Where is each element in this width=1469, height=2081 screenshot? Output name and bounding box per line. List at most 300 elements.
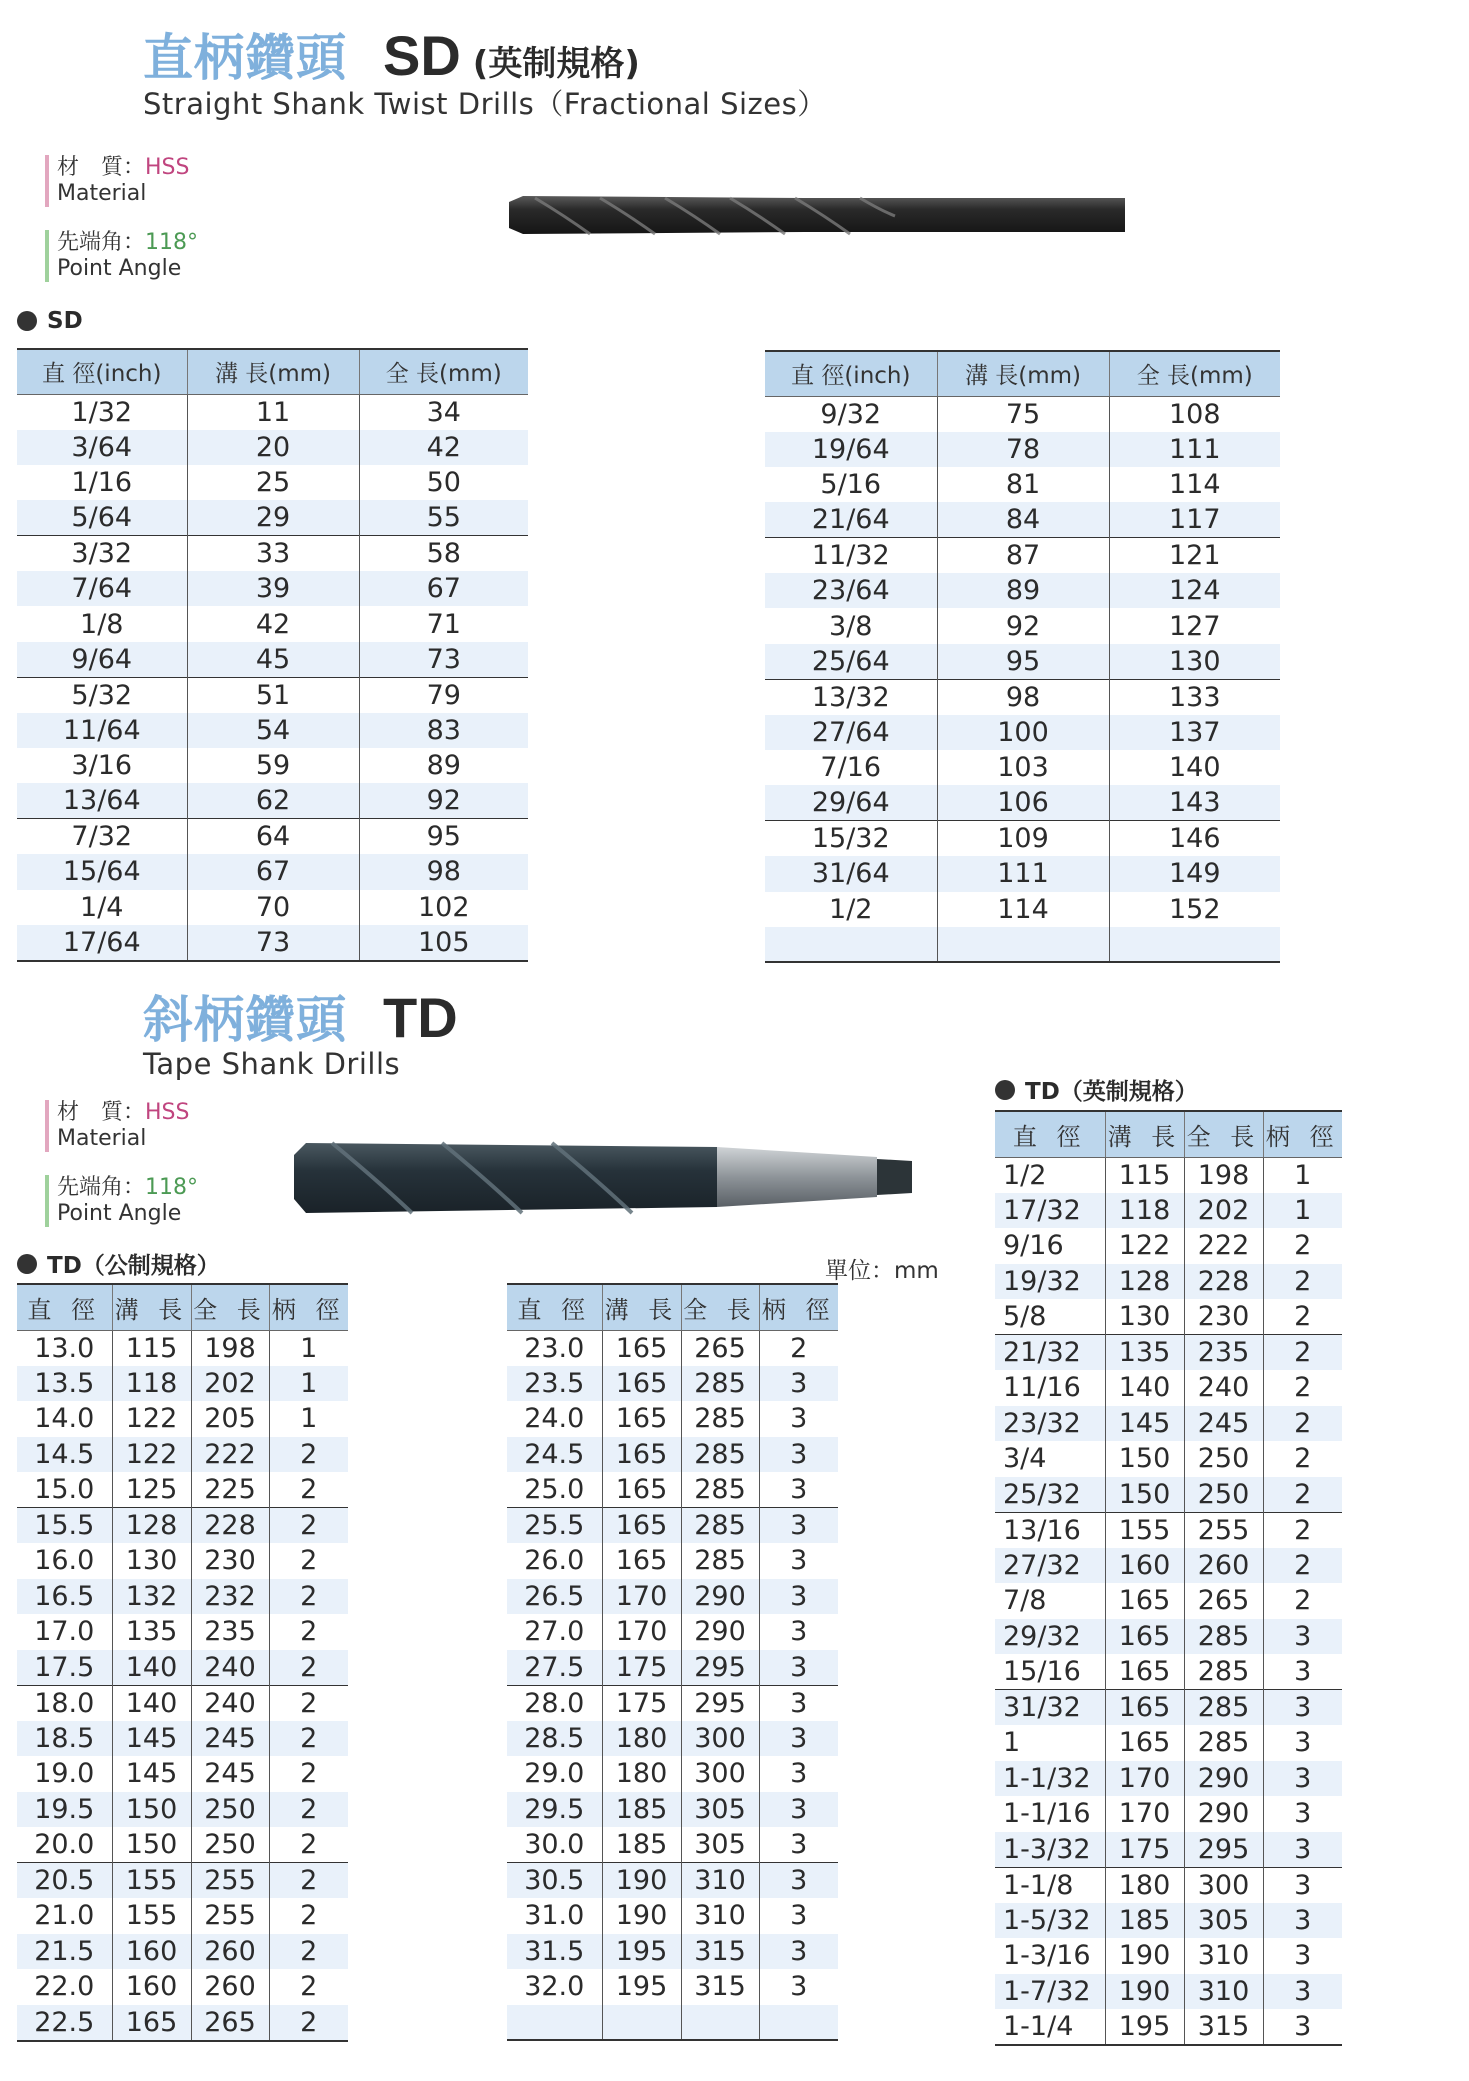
cell-diameter: 1-3/32 (995, 1832, 1105, 1868)
table-row (765, 573, 1280, 608)
table-row (17, 1650, 348, 1686)
cell-overall-length: 34 (426, 396, 461, 428)
cell-flute-length: 135 (1105, 1335, 1184, 1371)
cell-diameter: 1/16 (17, 465, 187, 500)
table-row (17, 925, 528, 961)
cell-flute-length: 165 (1105, 1654, 1184, 1690)
cell-flute-length: 100 (937, 715, 1109, 750)
cell-overall-length (1109, 927, 1280, 962)
table-row (17, 1898, 348, 1934)
cell-flute-length: 175 (602, 1650, 681, 1686)
cell-shank-size: 3 (1263, 1867, 1342, 1903)
cell-diameter: 29/32 (995, 1619, 1105, 1655)
cell-diameter: 16.0 (17, 1543, 112, 1579)
cell-shank-size: 2 (269, 1792, 348, 1828)
cell-flute-length: 160 (112, 1934, 191, 1970)
td-inch-table (995, 1110, 1342, 2046)
cell-flute-length: 128 (1105, 1264, 1184, 1300)
cell-diameter: 9/16 (995, 1228, 1105, 1264)
cell-flute-length: 165 (1105, 1583, 1184, 1619)
cell-diameter: 1-1/4 (995, 2009, 1105, 2045)
cell-diameter: 7/16 (765, 750, 937, 785)
cell-flute-length: 150 (1105, 1477, 1184, 1513)
cell-overall-length: 305 (1184, 1903, 1263, 1939)
table-row (995, 1796, 1342, 1832)
cell-diameter: 25/64 (765, 644, 937, 680)
angle-label-en: Point Angle (57, 256, 182, 281)
cell-shank-size: 2 (300, 1971, 318, 2003)
table-row (17, 713, 528, 748)
col-flute-length: 溝 長 (602, 1284, 681, 1330)
angle-label-cn: 先端角： (57, 1175, 146, 1200)
cell-flute-length: 140 (112, 1650, 191, 1686)
table-row (17, 1614, 348, 1650)
table-row (995, 1903, 1342, 1939)
cell-flute-length: 64 (187, 819, 359, 855)
sd-table-right (765, 350, 1280, 963)
cell-shank-size: 3 (1263, 1761, 1342, 1797)
cell-diameter: 27/64 (765, 715, 937, 750)
cell-flute-length: 95 (937, 644, 1109, 680)
cell-flute-length: 165 (602, 1366, 681, 1402)
table-row (17, 1366, 348, 1402)
cell-overall-length: 198 (191, 1330, 269, 1366)
cell-flute-length (602, 2005, 681, 2041)
table-row (995, 2009, 1342, 2045)
cell-shank-size: 2 (269, 1721, 348, 1757)
cell-flute-length: 115 (1105, 1157, 1184, 1193)
cell-flute-length: 145 (112, 1756, 191, 1792)
cell-overall-length: 152 (1168, 893, 1221, 925)
col-shank-size: 柄 徑 (759, 1284, 838, 1330)
cell-flute-length: 150 (1105, 1441, 1184, 1477)
cell-flute-length: 132 (112, 1579, 191, 1615)
cell-shank-size: 3 (1263, 2009, 1342, 2045)
cell-flute-length: 122 (112, 1437, 191, 1473)
cell-diameter: 19.0 (17, 1756, 112, 1792)
cell-flute-length: 11 (187, 394, 359, 430)
table-row (995, 1619, 1342, 1655)
table-row (17, 1792, 348, 1828)
cell-overall-length: 285 (1184, 1654, 1263, 1690)
table-row (507, 1650, 838, 1686)
cell-shank-size: 2 (300, 1616, 318, 1648)
cell-shank-size: 2 (1294, 1585, 1312, 1617)
table-row (995, 1299, 1342, 1335)
bullet-dot-icon (995, 1080, 1015, 1100)
cell-overall-length: 315 (1184, 2009, 1263, 2045)
cell-diameter (507, 2005, 602, 2041)
cell-diameter: 24.5 (507, 1437, 602, 1473)
cell-overall-length: 228 (191, 1508, 269, 1544)
angle-value: 118° (145, 1175, 199, 1200)
cell-flute-length: 190 (602, 1863, 681, 1899)
table-row (765, 396, 1280, 432)
cell-shank-size: 3 (790, 1545, 808, 1577)
cell-shank-size: 3 (790, 1971, 808, 2003)
cell-overall-length: 127 (1168, 610, 1221, 642)
cell-shank-size: 3 (790, 1403, 808, 1435)
cell-flute-length: 165 (602, 1437, 681, 1473)
cell-diameter: 11/32 (765, 538, 937, 574)
cell-diameter: 31.5 (507, 1934, 602, 1970)
cell-shank-size: 2 (269, 1685, 348, 1721)
cell-shank-size: 3 (790, 1900, 808, 1932)
cell-diameter: 25/32 (995, 1477, 1105, 1513)
cell-shank-size: 3 (759, 1863, 838, 1899)
cell-overall-length: 92 (359, 783, 528, 819)
cell-shank-size: 3 (1263, 1974, 1342, 2010)
cell-shank-size: 3 (790, 1616, 808, 1648)
table-row (17, 677, 528, 713)
table-row (17, 1969, 348, 2005)
cell-diameter: 3/8 (765, 608, 937, 643)
cell-diameter: 17.5 (17, 1650, 112, 1686)
cell-diameter: 17.0 (17, 1614, 112, 1650)
cell-diameter: 19.5 (17, 1792, 112, 1828)
table-row (507, 1472, 838, 1508)
cell-overall-length: 202 (1184, 1193, 1263, 1229)
cell-diameter: 1-1/32 (995, 1761, 1105, 1797)
table-row (507, 1792, 838, 1828)
td-material-spec (45, 1100, 190, 1152)
table-row (507, 1579, 838, 1615)
col-diameter: 直 徑 (17, 1284, 112, 1330)
table-row (507, 1721, 838, 1757)
cell-diameter: 1/4 (17, 890, 187, 925)
cell-overall-length: 285 (1184, 1690, 1263, 1726)
cell-overall-length: 102 (417, 891, 470, 923)
cell-overall-length: 222 (191, 1437, 269, 1473)
cell-shank-size: 2 (1294, 1443, 1312, 1475)
cell-shank-size: 2 (1263, 1335, 1342, 1371)
cell-overall-length: 73 (359, 642, 528, 678)
cell-flute-length: 175 (602, 1685, 681, 1721)
cell-flute-length: 195 (602, 1934, 681, 1970)
cell-flute-length: 84 (937, 502, 1109, 538)
cell-flute-length: 175 (1105, 1832, 1184, 1868)
cell-overall-length: 240 (1184, 1370, 1263, 1406)
td-inch-label-text: TD（英制規格） (1025, 1079, 1198, 1105)
table-row (995, 1654, 1342, 1690)
cell-flute-length: 155 (1105, 1512, 1184, 1548)
cell-overall-length: 240 (191, 1685, 269, 1721)
cell-overall-length: 230 (1184, 1299, 1263, 1335)
cell-diameter: 26.5 (507, 1579, 602, 1615)
cell-diameter: 1/32 (17, 394, 187, 430)
table-row (995, 1583, 1342, 1619)
cell-overall-length: 245 (191, 1721, 269, 1757)
cell-diameter: 23/32 (995, 1406, 1105, 1442)
table-row (17, 854, 528, 889)
cell-flute-length: 165 (112, 2005, 191, 2041)
cell-diameter: 15/16 (995, 1654, 1105, 1690)
material-label-en: Material (57, 181, 147, 206)
col-diameter: 直 徑 (507, 1284, 602, 1330)
cell-diameter: 21.0 (17, 1898, 112, 1934)
table-row (995, 1193, 1342, 1229)
cell-diameter: 1/2 (995, 1157, 1105, 1193)
table-row (507, 2005, 838, 2041)
cell-overall-length: 285 (681, 1472, 759, 1508)
cell-diameter: 20.5 (17, 1863, 112, 1899)
cell-diameter: 15/32 (765, 821, 937, 857)
table-row (765, 856, 1280, 891)
table-row (507, 1863, 838, 1899)
cell-overall-length: 67 (359, 571, 528, 606)
col-diameter-inch: 直 徑(inch) (17, 349, 187, 394)
cell-flute-length: 103 (937, 750, 1109, 785)
cell-diameter: 3/16 (17, 748, 187, 783)
unit-label: 單位：mm (825, 1258, 939, 1284)
cell-shank-size: 2 (269, 1508, 348, 1544)
cell-diameter: 1-1/8 (995, 1867, 1105, 1903)
cell-shank-size: 2 (1294, 1372, 1312, 1404)
cell-diameter: 1-3/16 (995, 1938, 1105, 1974)
cell-flute-length: 70 (187, 890, 359, 925)
cell-overall-length: 83 (359, 713, 528, 748)
cell-overall-length: 290 (681, 1614, 759, 1650)
cell-overall-length: 290 (1184, 1761, 1263, 1797)
cell-flute-length: 59 (187, 748, 359, 783)
material-label-cn: 材 質： (57, 1100, 146, 1125)
table-row (17, 1756, 348, 1792)
cell-diameter: 24.0 (507, 1401, 602, 1437)
cell-diameter: 17/64 (17, 925, 187, 961)
td-title-cn: 斜柄鑽頭 (143, 991, 347, 1049)
cell-diameter: 11/64 (17, 713, 187, 748)
table-row (995, 1548, 1342, 1584)
cell-overall-length: 222 (1184, 1228, 1263, 1264)
cell-flute-length: 140 (112, 1685, 191, 1721)
cell-shank-size: 3 (759, 1650, 838, 1686)
cell-shank-size: 3 (1294, 1798, 1312, 1830)
cell-diameter: 9/64 (17, 642, 187, 678)
cell-overall-length: 108 (1168, 398, 1221, 430)
cell-diameter: 31/32 (995, 1690, 1105, 1726)
cell-flute-length: 73 (187, 925, 359, 961)
table-row (507, 1969, 838, 2005)
cell-flute-length: 165 (1105, 1725, 1184, 1761)
col-overall-length: 全 長 (191, 1284, 269, 1330)
cell-overall-length: 285 (681, 1508, 759, 1544)
table-row (995, 1725, 1342, 1761)
cell-shank-size: 2 (300, 1474, 318, 1505)
col-diameter-inch: 直 徑(inch) (765, 351, 937, 396)
cell-overall-length: 305 (681, 1827, 759, 1863)
cell-shank-size: 2 (269, 2005, 348, 2041)
cell-overall-length: 98 (359, 854, 528, 889)
cell-flute-length: 140 (1105, 1370, 1184, 1406)
cell-flute-length: 106 (937, 785, 1109, 821)
table-row (507, 1898, 838, 1934)
cell-overall-length: 95 (359, 819, 528, 855)
cell-overall-length: 240 (191, 1650, 269, 1686)
table-row (765, 644, 1280, 680)
table-row (765, 750, 1280, 785)
cell-flute-length: 165 (602, 1472, 681, 1508)
cell-diameter: 25.0 (507, 1472, 602, 1508)
cell-overall-length: 310 (1184, 1938, 1263, 1974)
cell-flute-length: 122 (1105, 1228, 1184, 1264)
cell-shank-size: 1 (300, 1332, 318, 1364)
table-row (17, 1685, 348, 1721)
cell-overall-length: 255 (1184, 1512, 1263, 1548)
cell-overall-length: 117 (1109, 502, 1280, 538)
material-value: HSS (145, 155, 190, 180)
table-row (17, 1863, 348, 1899)
table-row (17, 1508, 348, 1544)
cell-diameter: 30.5 (507, 1863, 602, 1899)
cell-diameter: 26.0 (507, 1543, 602, 1579)
cell-flute-length: 170 (602, 1614, 681, 1650)
cell-overall-length: 137 (1109, 715, 1280, 750)
cell-overall-length: 295 (1184, 1832, 1263, 1868)
table-row (995, 1264, 1342, 1300)
cell-flute-length: 130 (112, 1543, 191, 1579)
col-diameter: 直 徑 (995, 1111, 1105, 1157)
cell-flute-length: 165 (1105, 1619, 1184, 1655)
table-row (17, 1579, 348, 1615)
cell-diameter: 14.0 (17, 1401, 112, 1437)
cell-overall-length: 285 (681, 1437, 759, 1473)
table-row (507, 1366, 838, 1402)
cell-overall-length: 202 (191, 1366, 269, 1402)
cell-flute-length: 75 (937, 396, 1109, 432)
cell-overall-length: 105 (359, 925, 528, 961)
cell-overall-length: 295 (681, 1685, 759, 1721)
cell-flute-length: 62 (187, 783, 359, 819)
table-row (507, 1543, 838, 1579)
cell-overall-length: 260 (1184, 1548, 1263, 1584)
cell-flute-length: 180 (602, 1756, 681, 1792)
table-row (995, 1370, 1342, 1406)
cell-shank-size: 3 (1263, 1619, 1342, 1655)
material-value: HSS (145, 1100, 190, 1125)
sd-table-label (17, 308, 83, 334)
bullet-dot-icon (17, 1254, 37, 1274)
table-row (17, 642, 528, 678)
cell-overall-length: 260 (191, 1934, 269, 1970)
cell-overall-length: 235 (191, 1614, 269, 1650)
cell-diameter: 5/16 (765, 467, 937, 502)
cell-diameter: 1 (995, 1725, 1105, 1761)
cell-overall-length: 58 (359, 536, 528, 572)
cell-overall-length: 89 (426, 750, 461, 782)
cell-diameter: 1-1/16 (995, 1796, 1105, 1832)
td-title-code: TD (383, 986, 458, 1049)
cell-flute-length: 145 (112, 1721, 191, 1757)
taper-shank-drill-image (292, 1135, 917, 1217)
cell-shank-size: 3 (1263, 1832, 1342, 1868)
cell-flute-length: 185 (602, 1827, 681, 1863)
cell-overall-length: 230 (191, 1543, 269, 1579)
cell-shank-size: 3 (759, 1792, 838, 1828)
cell-overall-length: 300 (681, 1756, 759, 1792)
td-metric-label (17, 1247, 220, 1280)
table-row (507, 1401, 838, 1437)
cell-diameter: 21/32 (995, 1335, 1105, 1371)
cell-shank-size: 3 (759, 1934, 838, 1970)
cell-overall-length: 111 (1109, 432, 1280, 467)
col-flute-length: 溝 長(mm) (187, 349, 359, 394)
table-row (995, 1335, 1342, 1371)
table-row (995, 1406, 1342, 1442)
cell-diameter: 31/64 (765, 856, 937, 891)
table-row (765, 821, 1280, 857)
col-flute-length: 溝 長 (1105, 1111, 1184, 1157)
table-row (17, 783, 528, 819)
cell-overall-length: 260 (191, 1969, 269, 2005)
cell-shank-size: 3 (759, 1721, 838, 1757)
table-row (507, 1437, 838, 1473)
cell-flute-length: 160 (112, 1969, 191, 2005)
cell-diameter: 29/64 (765, 785, 937, 821)
table-row (17, 2005, 348, 2041)
cell-flute-length: 122 (112, 1401, 191, 1437)
cell-overall-length: 265 (191, 2005, 269, 2041)
cell-shank-size: 2 (1294, 1230, 1312, 1262)
cell-diameter: 14.5 (17, 1437, 112, 1473)
table-row (995, 1974, 1342, 2010)
td-metric-table-right (507, 1283, 838, 2041)
cell-flute-length: 155 (112, 1863, 191, 1899)
cell-shank-size: 3 (759, 1685, 838, 1721)
cell-flute-length: 170 (1105, 1761, 1184, 1797)
cell-flute-length: 190 (1105, 1974, 1184, 2010)
table-row (17, 394, 528, 430)
cell-flute-length: 165 (602, 1543, 681, 1579)
cell-overall-length: 250 (1184, 1477, 1263, 1513)
cell-overall-length: 149 (1109, 856, 1280, 891)
cell-diameter: 3/32 (17, 536, 187, 572)
cell-flute-length: 67 (187, 854, 359, 889)
cell-diameter: 13/16 (995, 1512, 1105, 1548)
table-row (995, 1690, 1342, 1726)
col-flute-length: 溝 長 (112, 1284, 191, 1330)
td-angle-spec (45, 1175, 198, 1227)
cell-diameter: 25.5 (507, 1508, 602, 1544)
cell-overall-length: 250 (191, 1792, 269, 1828)
cell-diameter: 13/32 (765, 679, 937, 715)
cell-shank-size: 1 (300, 1403, 318, 1435)
cell-overall-length: 133 (1109, 679, 1280, 715)
cell-flute-length: 150 (112, 1792, 191, 1828)
cell-diameter: 29.5 (507, 1792, 602, 1828)
cell-flute-length: 45 (187, 642, 359, 678)
table-row (765, 502, 1280, 538)
table-row (17, 1543, 348, 1579)
cell-shank-size: 3 (759, 1508, 838, 1544)
cell-flute-length: 111 (937, 856, 1109, 891)
cell-flute-length: 165 (602, 1330, 681, 1366)
cell-diameter: 3/64 (17, 430, 187, 465)
cell-shank-size: 2 (790, 1332, 808, 1364)
cell-diameter: 1-5/32 (995, 1903, 1105, 1939)
straight-shank-drill-image (505, 192, 1125, 238)
cell-flute-length: 170 (602, 1579, 681, 1615)
table-row (507, 1330, 838, 1366)
cell-flute-length: 170 (1105, 1796, 1184, 1832)
table-row (765, 679, 1280, 715)
cell-overall-length: 198 (1184, 1157, 1263, 1193)
cell-overall-length: 300 (1184, 1867, 1263, 1903)
table-row (765, 432, 1280, 467)
cell-overall-length: 146 (1109, 821, 1280, 857)
cell-flute-length: 54 (187, 713, 359, 748)
cell-diameter: 32.0 (507, 1969, 602, 2005)
cell-diameter: 18.5 (17, 1721, 112, 1757)
